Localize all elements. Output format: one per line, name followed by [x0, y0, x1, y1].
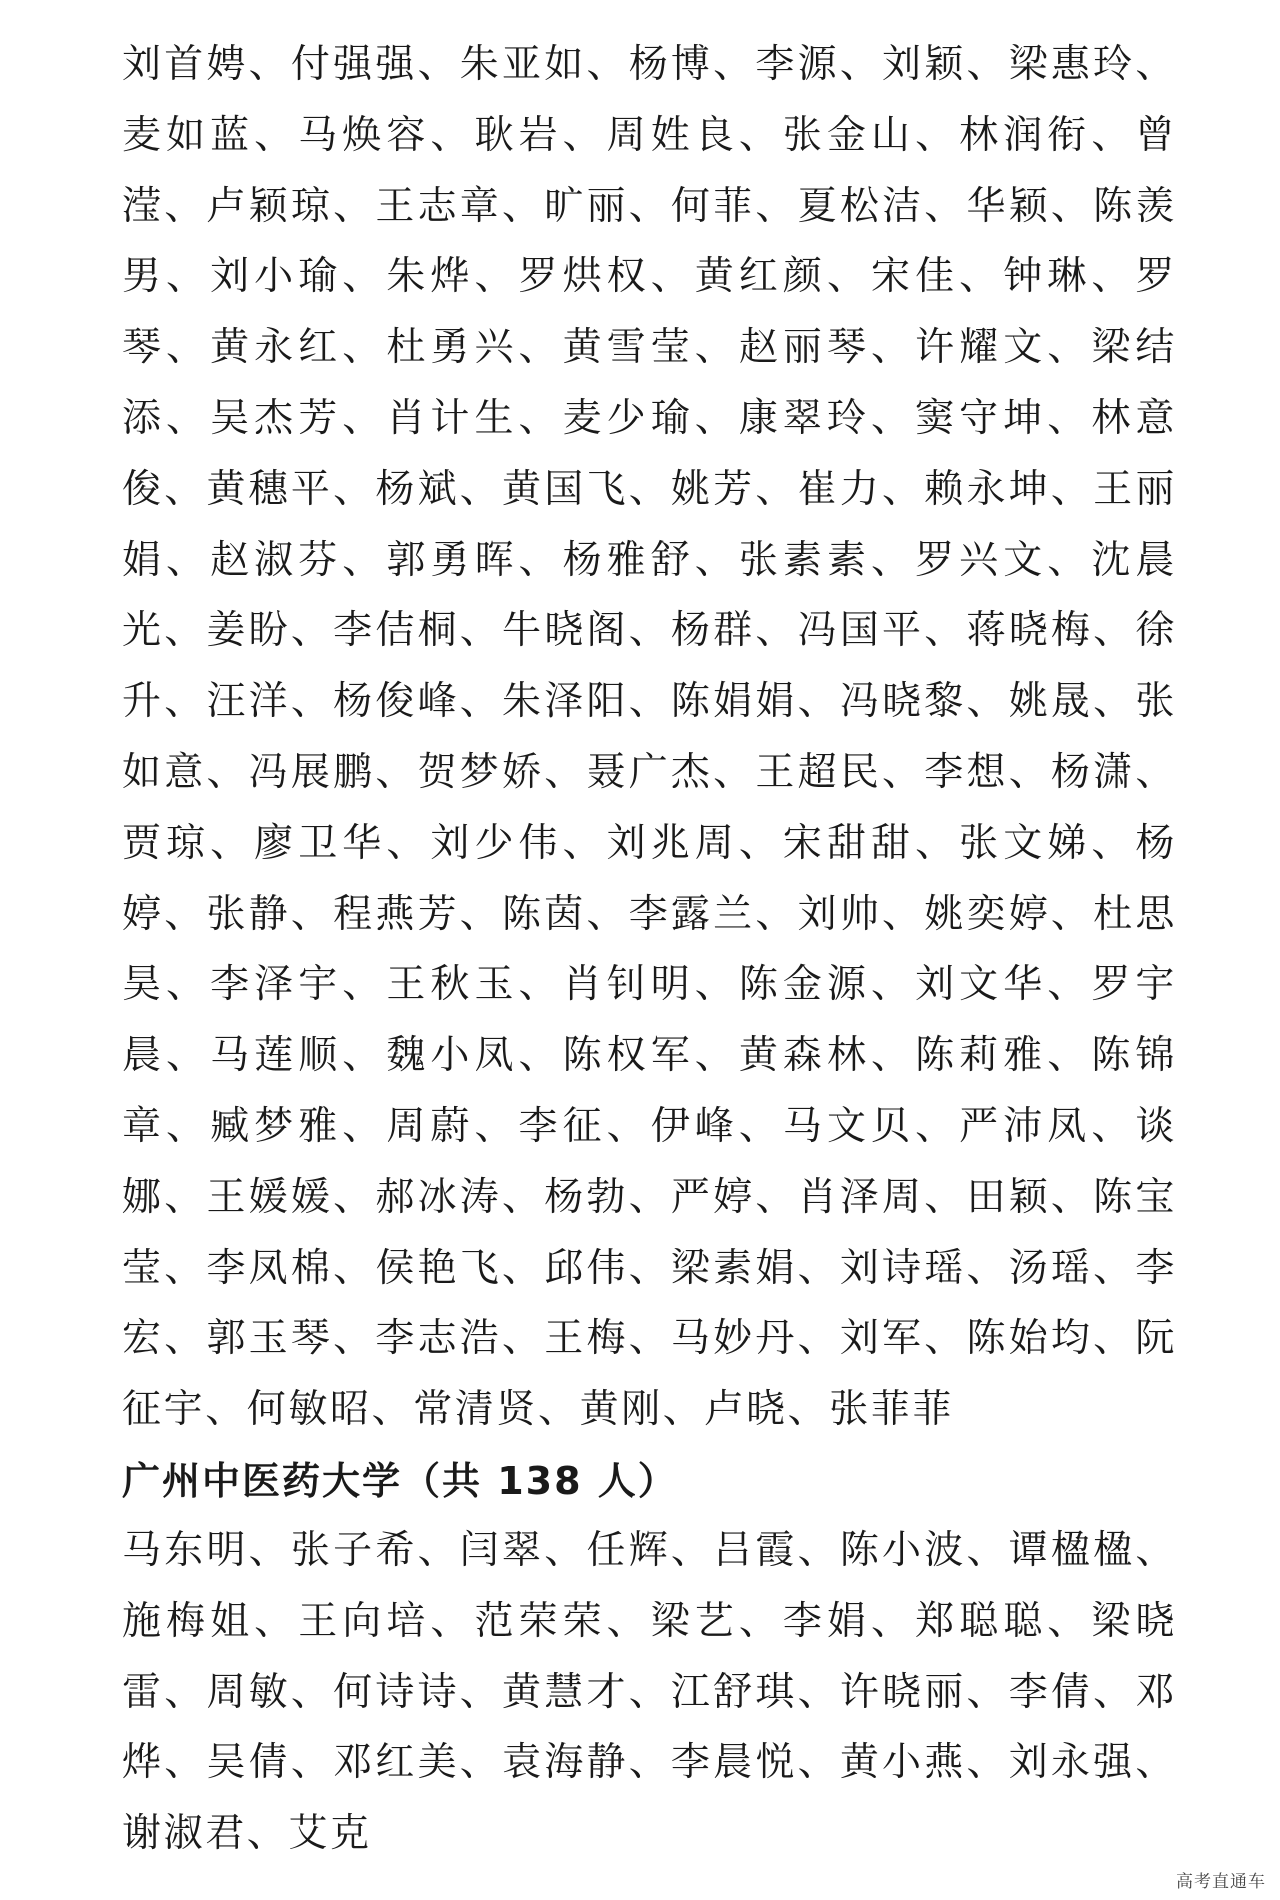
- name-list-continued: 刘首娉、付强强、朱亚如、杨博、李源、刘颖、梁惠玲、麦如蓝、马焕容、耿岩、周姓良、张金山、林润衔、曾滢、卢颖琼、王志章、旷丽、何菲、夏松洁、华颖、陈羡男、刘小瑜、朱烨、罗烘权、黄红颜、宋佳、钟琳、罗琴、黄永红、杜勇兴、黄雪莹、赵丽琴、许耀文、梁结添、吴杰芳、肖计生、麦少瑜、康翠玲、窦守坤、林意俊、黄穗平、杨斌、黄国飞、姚芳、崔力、赖永坤、王丽娟、赵淑芬、郭勇晖、杨雅舒、张素素、罗兴文、沈晨光、姜盼、李佶桐、牛晓阁、杨群、冯国平、蒋晓梅、徐升、汪洋、杨俊峰、朱泽阳、陈娟娟、冯晓黎、姚晟、张如意、冯展鹏、贺梦娇、聂广杰、王超民、李想、杨潇、贾琼、廖卫华、刘少伟、刘兆周、宋甜甜、张文娣、杨婷、张静、程燕芳、陈茵、李露兰、刘帅、姚奕婷、杜思昊、李泽宇、王秋玉、肖钊明、陈金源、刘文华、罗宇晨、马莲顺、魏小凤、陈权军、黄森林、陈莉雅、陈锦章、臧梦雅、周蔚、李征、伊峰、马文贝、严沛凤、谈娜、王媛媛、郝冰涛、杨勃、严婷、肖泽周、田颖、陈宝莹、李凤棉、侯艳飞、邱伟、梁素娟、刘诗瑶、汤瑶、李宏、郭玉琴、李志浩、王梅、马妙丹、刘军、陈始均、阮征宇、何敏昭、常清贤、黄刚、卢晓、张菲菲: [122, 42, 1177, 1433]
- site-watermark: 高考直通车: [1176, 1872, 1266, 1892]
- section-heading-guangzhou-tcm: 广州中医药大学（共 138 人）: [122, 1458, 678, 1503]
- name-list-guangzhou-tcm: 马东明、张子希、闫翠、任辉、吕霞、陈小波、谭楹楹、施梅姐、王向培、范荣荣、梁艺、李娟、郑聪聪、梁晓雷、周敏、何诗诗、黄慧才、江舒琪、许晓丽、李倩、邓烨、吴倩、邓红美、袁海静、李晨悦、黄小燕、刘永强、谢淑君、艾克: [122, 1527, 1177, 1857]
- document-page: [122, 30, 1177, 1870]
